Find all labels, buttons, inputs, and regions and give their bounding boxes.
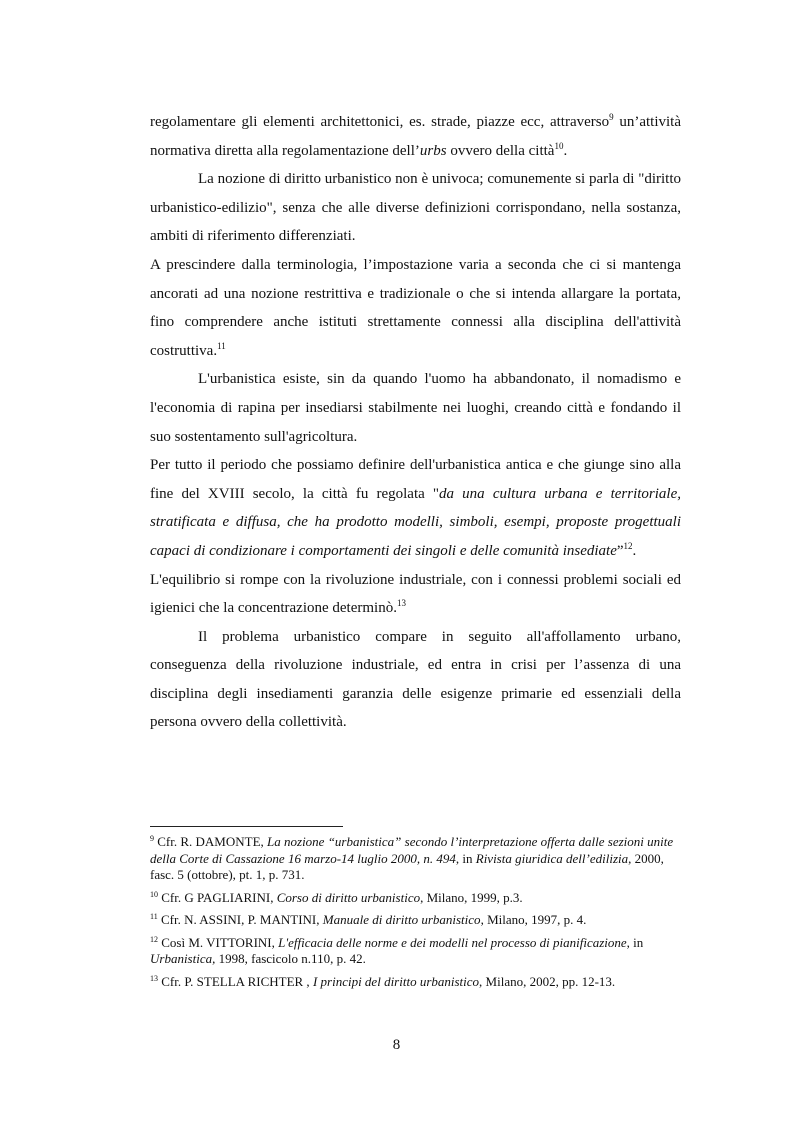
footnote-number: 11 (150, 912, 158, 921)
footnote-number: 12 (150, 934, 158, 944)
paragraph-footnote-ref: 11 (217, 340, 226, 351)
footnote (150, 834, 681, 884)
footnote-number: 9 (150, 834, 154, 843)
paragraph-text: ovvero della città (446, 142, 555, 159)
footnote-italic-text: I principi del diritto urbanistico (312, 973, 480, 989)
paragraph (150, 451, 681, 565)
footnote (150, 890, 681, 907)
footnote (150, 912, 681, 929)
paragraph-italic-text: da una cultura urbana e territoriale, stratificata e diffusa, che ha prodotto modelli, simboli, esempi, proposte progettuali capaci di condizionare i comportamenti dei singoli e delle comunità insediate (150, 485, 681, 559)
paragraph-text: un’attività normativa diretta alla regolamentazione dell’ (150, 114, 682, 159)
footnote-text: Così M. VITTORINI, (158, 934, 279, 950)
paragraph-footnote-ref: 13 (396, 598, 406, 609)
footnotes (150, 834, 681, 996)
footnote-text: , Milano, 2002, pp. 12-13. (479, 973, 616, 989)
footnote-text: Cfr. P. STELLA RICHTER , (158, 973, 313, 989)
paragraph-text: A prescindere dalla terminologia, l’impostazione varia a seconda che ci si mantenga ancorati ad una nozione restrittiva e tradizionale o che si intenda allargare la portata, fino comprendere anche istituti strettamente connessi alla disciplina dell'attività costruttiva. (150, 256, 681, 359)
footnote-italic-text: Rivista giuridica dell’edilizia (475, 850, 629, 866)
footnote-italic-text: L'efficacia delle norme e dei modelli nel processo di pianificazione (278, 934, 627, 950)
paragraph (150, 108, 681, 165)
paragraph (150, 165, 681, 251)
footnote-text: 1998, fascicolo n.110, p. 42. (215, 951, 366, 966)
paragraph (150, 365, 681, 451)
footnote-number: 13 (150, 973, 158, 983)
paragraph-italic-text: urbs (419, 142, 447, 159)
paragraph-footnote-ref: 9 (609, 112, 614, 122)
paragraph (150, 566, 681, 623)
footnote-italic-text: Urbanistica, (150, 951, 216, 966)
body-text (150, 108, 681, 737)
footnote-text: Cfr. N. ASSINI, P. MANTINI, (157, 912, 323, 927)
paragraph-text: Per tutto il periodo che possiamo definire dell'urbanistica antica e che giunge sino alla fine del XVIII secolo, la città fu regolata " (150, 457, 681, 502)
footnote (150, 974, 681, 991)
paragraph-text: La nozione di diritto urbanistico non è univoca; comunemente si parla di "diritto urbanistico-edilizio", senza che alle diverse definizioni corrispondano, nella sostanza, ambiti di riferimento differenziati. (150, 171, 681, 245)
paragraph-text: ” (616, 542, 624, 559)
footnote-italic-text: Corso di diritto urbanistico (276, 889, 421, 905)
page-number: 8 (392, 1037, 401, 1053)
paragraph-text: . (632, 542, 637, 559)
paragraph-text: L'equilibrio si rompe con la rivoluzione industriale, con i connessi problemi sociali ed igienici che la concentrazione determinò. (150, 571, 681, 617)
paragraph-text: regolamentare gli elementi architettonici, es. strade, piazze ecc, attraverso (150, 114, 610, 130)
footnote-text: Cfr. R. DAMONTE, (154, 834, 268, 849)
footnote-number: 10 (150, 889, 158, 899)
paragraph-text: . (563, 142, 568, 159)
footnote-italic-text: Manuale di diritto urbanistico (322, 912, 481, 927)
paragraph (150, 623, 681, 737)
footnote-italic-text: La nozione “urbanistica” secondo l’interpretazione offerta dalle sezioni unite della Corte di Cassazione 16 marzo-14 luglio 2000, n. 494 (150, 834, 674, 866)
footnote-text: , in (626, 934, 644, 950)
paragraph (150, 251, 681, 365)
footnote-separator (150, 826, 343, 827)
footnote-text: , Milano, 1997, p. 4. (480, 912, 587, 927)
paragraph-text: Il problema urbanistico compare in seguito all'affollamento urbano, conseguenza della rivoluzione industriale, ed entra in crisi per l’assenza di una disciplina degli insediamenti garanzia delle esigenze primarie ed essenziali della persona ovvero della collettività. (150, 628, 681, 731)
footnote-text: , in (455, 850, 476, 866)
paragraph-footnote-ref: 12 (623, 540, 633, 551)
footnote (150, 935, 681, 968)
footnote-text: , 2000, fasc. 5 (ottobre), pt. 1, p. 731. (150, 850, 664, 882)
footnote-text: , Milano, 1999, p.3. (420, 889, 523, 905)
footnote-text: Cfr. G PAGLIARINI, (158, 889, 277, 905)
paragraph-footnote-ref: 10 (554, 140, 564, 151)
paragraph-text: L'urbanistica esiste, sin da quando l'uomo ha abbandonato, il nomadismo e l'economia di rapina per insediarsi stabilmente nei luoghi, creando città e fondando il suo sostentamento sull'agricoltura. (150, 371, 681, 445)
